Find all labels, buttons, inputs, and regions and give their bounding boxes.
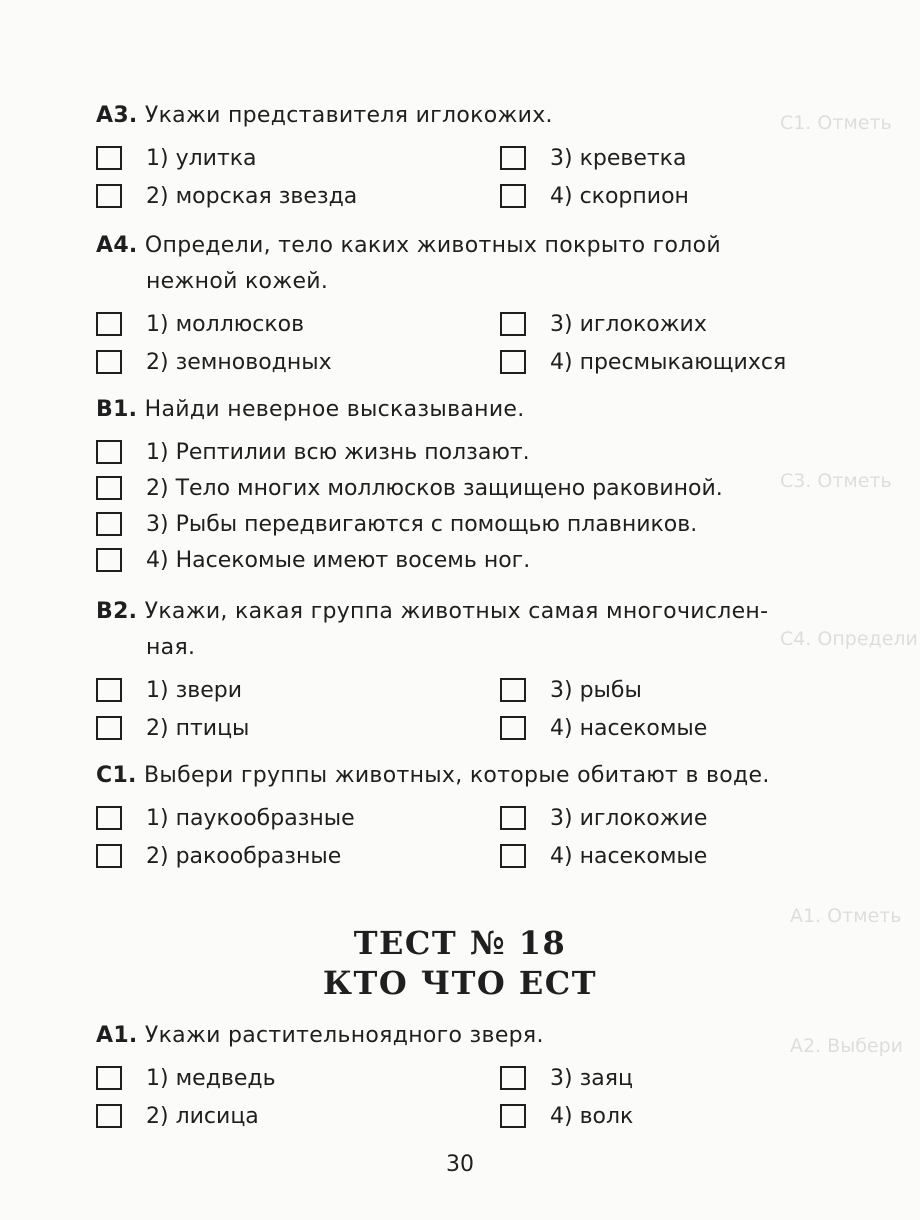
answer-label: 2) Тело многих моллюсков защищено раковиной. [146,475,723,501]
question-number: A1. [96,1023,138,1048]
checkbox[interactable] [500,716,526,740]
checkbox[interactable] [96,844,122,868]
answer-option[interactable] [96,800,355,836]
answer-option[interactable] [96,470,876,506]
answer-label: 2) земноводных [146,349,332,375]
answer-label: 1) моллюсков [146,311,305,337]
question-a3 [96,98,876,216]
checkbox[interactable] [96,548,122,572]
answer-label: 4) Насекомые имеют восемь ног. [146,547,531,573]
answer-options [96,800,876,876]
bleed-through-text: С3. Отметь [780,470,892,492]
question-prompt-continuation: ная. [146,635,196,660]
answer-option[interactable] [96,710,249,746]
answer-options [96,1060,876,1136]
answer-option[interactable] [96,306,304,342]
question-number: B1. [96,397,138,422]
answer-label: 1) Рептилии всю жизнь ползают. [146,439,530,465]
answer-option[interactable] [500,1098,633,1134]
question-text [96,758,876,794]
checkbox[interactable] [500,806,526,830]
answer-label: 1) паукообразные [146,805,355,831]
answer-label: 4) насекомые [550,715,708,741]
answer-option[interactable] [500,306,707,342]
answer-option[interactable] [96,838,341,874]
checkbox[interactable] [500,184,526,208]
answer-label: 4) насекомые [550,843,708,869]
answer-option[interactable] [500,344,786,380]
checkbox[interactable] [96,146,122,170]
question-prompt: Укажи растительноядного зверя. [144,1023,544,1048]
answer-label: 4) волк [550,1103,634,1129]
question-a4 [96,228,876,382]
answer-option[interactable] [500,710,707,746]
bleed-through-text: С1. Отметь [780,112,892,134]
checkbox[interactable] [500,678,526,702]
answer-label: 4) скорпион [550,183,689,209]
page-number: 30 [446,1152,474,1177]
question-b2 [96,594,876,748]
checkbox[interactable] [96,716,122,740]
checkbox[interactable] [96,1066,122,1090]
answer-option[interactable] [500,800,707,836]
answer-label: 3) рыбы [550,677,642,703]
answer-option[interactable] [500,1060,633,1096]
question-prompt: Определи, тело каких животных покрыто голой [144,233,722,258]
checkbox[interactable] [96,440,122,464]
answer-options [96,306,876,382]
question-text [96,98,876,134]
checkbox[interactable] [96,312,122,336]
answer-label: 2) морская звезда [146,183,358,209]
answer-option[interactable] [96,140,257,176]
bleed-through-text: А2. Выбери [790,1035,904,1057]
question-text [96,392,876,428]
answer-option[interactable] [96,178,357,214]
checkbox[interactable] [96,806,122,830]
answer-option[interactable] [500,178,689,214]
question-c1 [96,758,876,876]
question-number: B2. [96,599,138,624]
checkbox[interactable] [96,350,122,374]
answer-label: 3) Рыбы передвигаются с помощью плавников. [146,511,698,537]
question-number: C1. [96,763,137,788]
answer-options [96,140,876,216]
answer-label: 1) звери [146,677,243,703]
answer-option[interactable] [96,672,242,708]
checkbox[interactable] [500,312,526,336]
answer-options [96,672,876,748]
question-prompt: Укажи, какая группа животных самая многочислен- [144,599,769,624]
checkbox[interactable] [96,678,122,702]
checkbox[interactable] [96,476,122,500]
answer-option[interactable] [96,1060,276,1096]
answer-label: 2) лисица [146,1103,259,1129]
question-number: A3. [96,103,138,128]
question-prompt: Укажи представителя иглокожих. [144,103,553,128]
answer-label: 3) иглокожих [550,311,707,337]
answer-label: 4) пресмыкающихся [550,349,787,375]
answer-options [96,434,876,578]
bleed-through-text: С4. Определи [780,628,918,650]
answer-option[interactable] [96,506,876,542]
answer-label: 2) птицы [146,715,250,741]
question-b1 [96,392,876,578]
question-number: A4. [96,233,138,258]
bleed-through-text: А1. Отметь [790,905,902,927]
checkbox[interactable] [500,350,526,374]
answer-label: 2) ракообразные [146,843,342,869]
answer-option[interactable] [500,672,642,708]
answer-label: 3) иглокожие [550,805,708,831]
answer-option[interactable] [500,140,686,176]
answer-option[interactable] [500,838,707,874]
checkbox[interactable] [500,844,526,868]
answer-label: 1) улитка [146,145,257,171]
answer-option[interactable] [96,344,332,380]
checkbox[interactable] [96,512,122,536]
question-text [96,228,876,300]
checkbox[interactable] [500,1104,526,1128]
checkbox[interactable] [96,184,122,208]
test-subtitle: КТО ЧТО ЕСТ [322,964,598,1002]
checkbox[interactable] [500,1066,526,1090]
test-title: ТЕСТ № 18 [353,924,567,962]
question-prompt: Найди неверное высказывание. [144,397,525,422]
answer-label: 3) заяц [550,1065,633,1091]
answer-option[interactable] [96,434,876,470]
question-text [96,1018,876,1054]
question-prompt-continuation: нежной кожей. [146,269,329,294]
question-a1 [96,1018,876,1136]
question-text [96,594,876,666]
answer-label: 3) креветка [550,145,687,171]
answer-option[interactable] [96,1098,259,1134]
checkbox[interactable] [96,1104,122,1128]
answer-option[interactable] [96,542,876,578]
answer-label: 1) медведь [146,1065,276,1091]
question-prompt: Выбери группы животных, которые обитают в воде. [144,763,770,788]
checkbox[interactable] [500,146,526,170]
